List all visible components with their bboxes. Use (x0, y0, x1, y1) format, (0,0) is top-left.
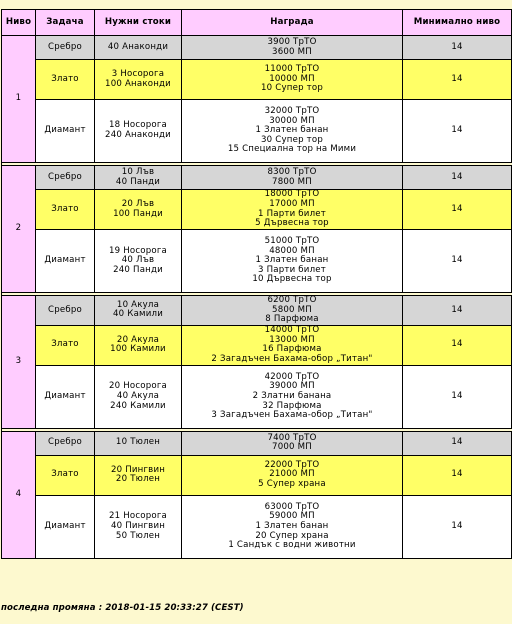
reward-cell-line: 30000 МП (269, 115, 315, 126)
goods-cell-line: 50 Тюлен (115, 530, 161, 541)
goods-cell (95, 100, 182, 163)
min-level-cell: 14 (403, 325, 512, 365)
goods-cell-line: 20 Тюлен (115, 474, 161, 485)
reward-cell-line: 2 Загадъчен Бахама-обор „Титан" (211, 353, 373, 364)
goods-cell-line: 40 Анаконди (107, 41, 169, 52)
reward-cell-line: 63000 ТрТО (264, 501, 320, 512)
reward-cell (182, 190, 403, 230)
reward-cell (182, 365, 403, 428)
table-row (2, 166, 512, 190)
reward-cell-line: 16 Парфюма (262, 344, 322, 355)
reward-cell-line: 48000 МП (269, 245, 315, 256)
table-row (2, 455, 512, 495)
task-cell: Диамант (36, 365, 95, 428)
goods-cell-line: 100 Панди (113, 208, 163, 219)
header-min-level: Минимално ниво (403, 10, 512, 36)
reward-cell-line: 8300 ТрТО (267, 166, 317, 177)
min-level-cell: 14 (403, 36, 512, 60)
goods-cell-line: 10 Акула (116, 299, 160, 310)
goods-cell-line: 40 Лъв (121, 255, 155, 266)
level-cell: 1 (2, 36, 36, 163)
reward-cell-line: 6200 ТрТО (267, 295, 317, 305)
reward-cell (182, 455, 403, 495)
reward-cell-line: 2 Златни банана (252, 390, 332, 401)
min-level-cell: 14 (403, 431, 512, 455)
goods-cell-line: 100 Анаконди (105, 78, 171, 89)
goods-cell (95, 495, 182, 558)
table-row (2, 296, 512, 326)
reward-cell (182, 296, 403, 326)
header-task: Задача (36, 10, 95, 36)
goods-cell-line: 10 Лъв (121, 166, 155, 177)
task-cell: Сребро (36, 296, 95, 326)
table-row (2, 60, 512, 100)
task-cell: Злато (36, 455, 95, 495)
goods-cell-line: 40 Акула (116, 390, 160, 401)
last-modified: последна промяна : 2018-01-15 20:33:27 (CEST) (1, 603, 244, 613)
reward-cell (182, 495, 403, 558)
goods-cell (95, 36, 182, 60)
reward-cell-line: 5800 МП (272, 304, 312, 315)
task-cell: Сребро (36, 36, 95, 60)
reward-cell-line: 39000 МП (269, 381, 315, 392)
min-level-cell: 14 (403, 296, 512, 326)
reward-cell-line: 30 Супер тор (261, 134, 323, 145)
goods-cell-line: 3 Носорога (111, 68, 165, 79)
reward-cell (182, 431, 403, 455)
reward-cell-line: 5 Дървесна тор (255, 218, 329, 229)
reward-cell-line: 3 Парти билет (258, 264, 326, 275)
min-level-cell: 14 (403, 60, 512, 100)
task-cell: Диамант (36, 230, 95, 293)
reward-cell-line: 59000 МП (269, 511, 315, 522)
goods-cell (95, 455, 182, 495)
reward-cell (182, 230, 403, 293)
level-cell: 3 (2, 296, 36, 429)
reward-cell-line: 1 Парти билет (258, 208, 326, 219)
reward-cell-line: 51000 ТрТО (264, 236, 320, 247)
goods-cell-line: 20 Лъв (121, 198, 155, 209)
min-level-cell: 14 (403, 100, 512, 163)
reward-cell-line: 20 Супер храна (255, 530, 329, 541)
table-row (2, 36, 512, 60)
level-cell: 4 (2, 431, 36, 558)
reward-cell-line: 3 Загадъчен Бахама-обор „Титан" (211, 410, 373, 421)
reward-cell-line: 1 Златен банан (255, 520, 329, 531)
reward-cell-line: 14000 ТрТО (264, 325, 320, 336)
reward-cell-line: 7800 МП (272, 176, 312, 187)
header-row (2, 10, 512, 36)
header-reward: Награда (182, 10, 403, 36)
reward-cell-line: 10 Дървесна тор (252, 274, 332, 285)
reward-cell (182, 36, 403, 60)
reward-cell-line: 21000 МП (269, 469, 315, 480)
goods-cell (95, 296, 182, 326)
reward-cell-line: 32 Парфюма (262, 400, 322, 411)
table-row (2, 100, 512, 163)
goods-cell (95, 325, 182, 365)
table-row (2, 365, 512, 428)
goods-cell (95, 365, 182, 428)
goods-cell-line: 240 Анаконди (105, 130, 171, 140)
reward-cell-line: 17000 МП (269, 198, 315, 209)
header-goods: Нужни стоки (95, 10, 182, 36)
task-cell: Сребро (36, 431, 95, 455)
reward-cell-line: 3900 ТрТО (267, 36, 317, 47)
reward-cell-line: 8 Парфюма (265, 314, 319, 325)
goods-cell-line: 100 Камили (110, 344, 166, 355)
goods-cell-line: 19 Носорога (108, 245, 168, 256)
min-level-cell: 14 (403, 365, 512, 428)
reward-cell-line: 15 Специална тор на Мими (227, 144, 357, 155)
min-level-cell: 14 (403, 190, 512, 230)
goods-cell-line: 21 Носорога (108, 511, 168, 522)
min-level-cell: 14 (403, 230, 512, 293)
goods-cell (95, 60, 182, 100)
table-row (2, 431, 512, 455)
goods-cell (95, 431, 182, 455)
rewards-table (1, 9, 512, 559)
goods-cell (95, 230, 182, 293)
reward-cell-line: 42000 ТрТО (264, 371, 320, 382)
table-row (2, 230, 512, 293)
table-row (2, 495, 512, 558)
goods-cell-line: 40 Пингвин (110, 520, 166, 531)
table-row (2, 325, 512, 365)
reward-cell-line: 7000 МП (272, 442, 312, 453)
min-level-cell: 14 (403, 495, 512, 558)
reward-cell-line: 13000 МП (269, 334, 315, 345)
task-cell: Сребро (36, 166, 95, 190)
reward-cell (182, 60, 403, 100)
reward-cell-line: 3600 МП (272, 46, 312, 57)
goods-cell-line: 40 Панди (115, 176, 161, 187)
goods-cell-line: 40 Камили (113, 309, 163, 320)
task-cell: Диамант (36, 100, 95, 163)
task-cell: Диамант (36, 495, 95, 558)
reward-cell (182, 325, 403, 365)
goods-cell-line: 20 Носорога (108, 381, 168, 392)
goods-cell-line: 18 Носорога (108, 120, 168, 131)
header-level: Ниво (2, 10, 36, 36)
goods-cell-line: 20 Пингвин (110, 464, 166, 475)
reward-cell-line: 10 Супер тор (261, 83, 323, 94)
reward-cell-line: 10000 МП (269, 73, 315, 84)
goods-cell (95, 166, 182, 190)
min-level-cell: 14 (403, 166, 512, 190)
reward-cell-line: 7400 ТрТО (267, 432, 317, 443)
reward-cell-line: 5 Супер храна (258, 479, 326, 490)
goods-cell (95, 190, 182, 230)
reward-cell-line: 22000 ТрТО (264, 459, 320, 470)
task-cell: Злато (36, 325, 95, 365)
goods-cell-line: 10 Тюлен (115, 437, 161, 448)
goods-cell-line: 240 Панди (113, 264, 163, 275)
goods-cell-line: 240 Камили (110, 400, 166, 411)
task-cell: Злато (36, 190, 95, 230)
reward-cell-line: 18000 ТрТО (264, 189, 320, 200)
task-cell: Злато (36, 60, 95, 100)
reward-cell-line: 32000 ТрТО (264, 106, 320, 117)
reward-cell (182, 100, 403, 163)
reward-cell-line: 11000 ТрТО (264, 64, 320, 75)
level-cell: 2 (2, 166, 36, 293)
reward-cell-line: 1 Сандък с водни животни (228, 540, 356, 551)
reward-cell (182, 166, 403, 190)
reward-cell-line: 1 Златен банан (255, 125, 329, 136)
reward-cell-line: 1 Златен банан (255, 255, 329, 266)
min-level-cell: 14 (403, 455, 512, 495)
table-row (2, 190, 512, 230)
goods-cell-line: 20 Акула (116, 334, 160, 345)
